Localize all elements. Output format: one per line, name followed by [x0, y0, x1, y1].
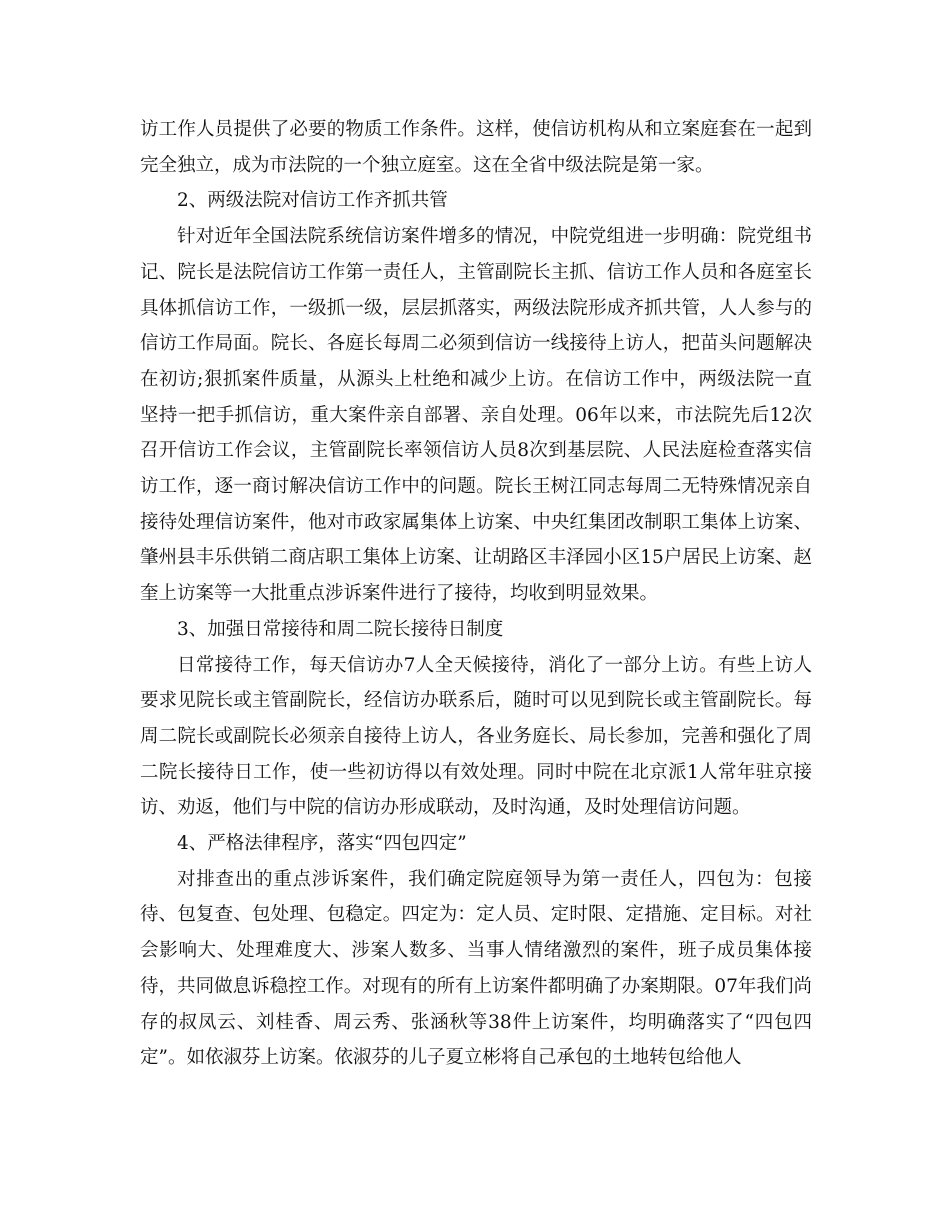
section-heading-4: 4、严格法律程序，落实“四包四定” [177, 833, 467, 855]
paragraph-continuation: 访工作人员提供了必要的物质工作条件。这样，使信访机构从和立案庭套在一起到完全独立，成为市法院的一个独立庭室。这在全省中级法院是第一家。 [140, 119, 812, 176]
paragraph-joint-management: 针对近年全国法院系统信访案件增多的情况，中院党组进一步明确：院党组书记、院长是法院信访工作第一责任人，主管副院长主抓、信访工作人员和各庭室长具体抓信访工作，一级抓一级，层层抓落实，两级法院形成齐抓共管，人人参与的信访工作局面。院长、各庭长每周二必须到信访一线接待上访人，把苗头问题解决在初访;狠抓案件质量，从源头上杜绝和减少上访。在信访工作中，两级法院一直坚持一把手抓信访，重大案件亲自部署、亲自处理。06年以来，市法院先后12次召开信访工作会议，主管副院长率领信访人员8次到基层院、人民法庭检查落实信访工作，逐一商讨解决信访工作中的问题。院长王树江同志每周二无特殊情况亲自接待处理信访案件，他对市政家属集体上访案、中央红集团改制职工集体上访案、肇州县丰乐供销二商店职工集体上访案、让胡路区丰泽园小区15户居民上访案、赵奎上访案等一大批重点涉诉案件进行了接待，均收到明显效果。 [140, 226, 812, 605]
section-heading-3: 3、加强日常接待和周二院长接待日制度 [177, 618, 504, 640]
document-body [140, 112, 812, 1076]
section-heading-2: 2、两级法院对信访工作齐抓共管 [177, 190, 448, 212]
paragraph-four-guarantees: 对排查出的重点涉诉案件，我们确定院庭领导为第一责任人，四包为：包接待、包复查、包处理、包稳定。四定为：定人员、定时限、定措施、定目标。对社会影响大、处理难度大、涉案人数多、当事人情绪激烈的案件，班子成员集体接待，共同做息诉稳控工作。对现有的所有上访案件都明确了办案期限。07年我们尚存的叔凤云、刘桂香、周云秀、张涵秋等38件上访案件，均明确落实了“四包四定”。如依淑芬上访案。依淑芬的儿子夏立彬将自己承包的土地转包给他人 [140, 868, 812, 1069]
paragraph-daily-reception: 日常接待工作，每天信访办7人全天候接待，消化了一部分上访。有些上访人要求见院长或主管副院长，经信访办联系后，随时可以见到院长或主管副院长。每周二院长或副院长必须亲自接待上访人，各业务庭长、局长参加，完善和强化了周二院长接待日工作，使一些初访得以有效处理。同时中院在北京派1人常年驻京接访、劝返，他们与中院的信访办形成联动，及时沟通，及时处理信访问题。 [140, 654, 812, 819]
